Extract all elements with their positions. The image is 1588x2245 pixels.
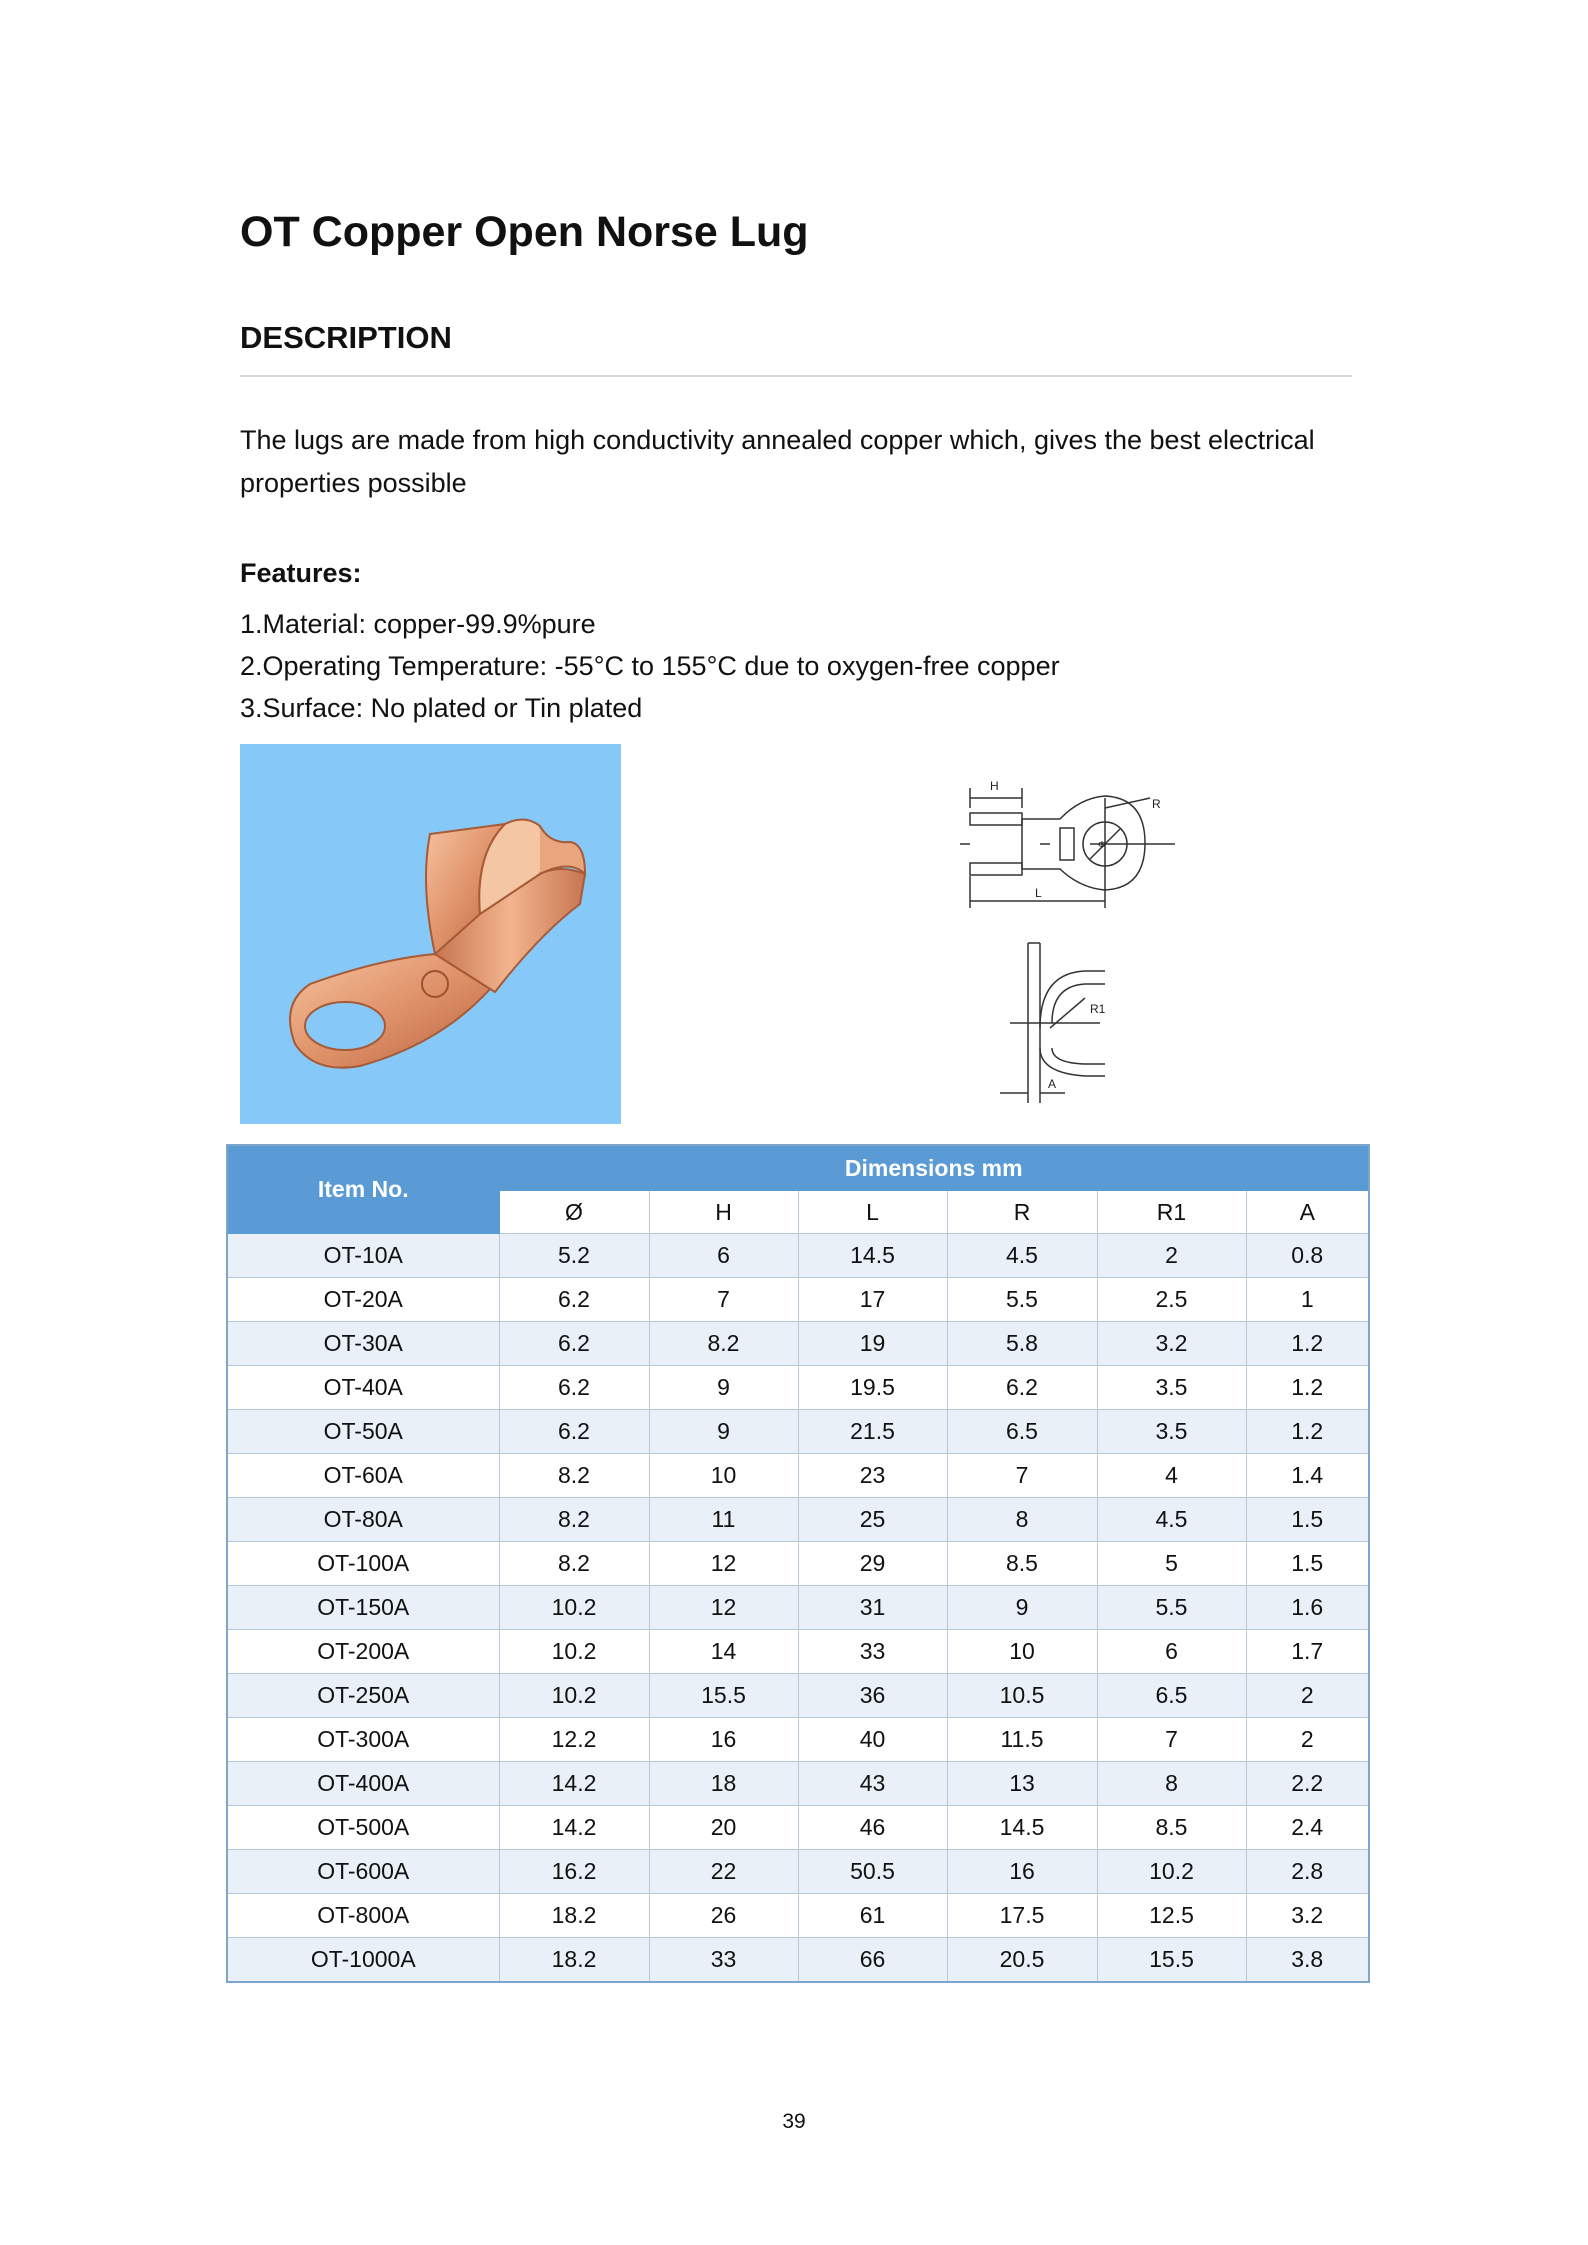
dimension-cell: 33: [649, 1938, 798, 1983]
feature-item: 1.Material: copper-99.9%pure: [240, 609, 596, 639]
dimension-cell: 10.2: [1097, 1850, 1246, 1894]
section-divider: [240, 375, 1352, 377]
table-row: [227, 1322, 1369, 1366]
table-row: [227, 1542, 1369, 1586]
dimension-cell: 6: [1097, 1630, 1246, 1674]
dimension-cell: 14.2: [499, 1806, 649, 1850]
dimension-cell: 43: [798, 1762, 947, 1806]
item-number-cell: OT-800A: [227, 1894, 499, 1938]
item-number-cell: OT-80A: [227, 1498, 499, 1542]
feature-item: 2.Operating Temperature: -55°C to 155°C due to oxygen-free copper: [240, 651, 1060, 681]
dimension-cell: 46: [798, 1806, 947, 1850]
dimension-cell: 33: [798, 1630, 947, 1674]
dimension-cell: 8: [1097, 1762, 1246, 1806]
table-row: [227, 1630, 1369, 1674]
dimension-diagram: [940, 758, 1200, 1108]
dimension-cell: 1.7: [1246, 1630, 1369, 1674]
dimension-cell: 66: [798, 1938, 947, 1983]
dimension-cell: 17.5: [947, 1894, 1097, 1938]
dimension-cell: 2.4: [1246, 1806, 1369, 1850]
dimension-cell: 19.5: [798, 1366, 947, 1410]
table-row: [227, 1454, 1369, 1498]
dimension-cell: 40: [798, 1718, 947, 1762]
column-header: A: [1246, 1191, 1369, 1234]
item-number-cell: OT-200A: [227, 1630, 499, 1674]
dimension-cell: 22: [649, 1850, 798, 1894]
dimension-cell: 14.5: [798, 1234, 947, 1278]
table-row: [227, 1806, 1369, 1850]
dimension-cell: 6.2: [499, 1278, 649, 1322]
dimension-cell: 2.8: [1246, 1850, 1369, 1894]
column-header: L: [798, 1191, 947, 1234]
dimension-cell: 9: [947, 1586, 1097, 1630]
dimension-cell: 6.5: [947, 1410, 1097, 1454]
table-body: [227, 1234, 1369, 1983]
table-row: [227, 1762, 1369, 1806]
column-header: Ø: [499, 1191, 649, 1234]
dimension-cell: 16.2: [499, 1850, 649, 1894]
dimension-cell: 15.5: [649, 1674, 798, 1718]
dimension-cell: 5.5: [1097, 1586, 1246, 1630]
feature-item: 3.Surface: No plated or Tin plated: [240, 693, 643, 723]
diagram-label-l: L: [1035, 886, 1042, 900]
table-row: [227, 1410, 1369, 1454]
dimension-cell: 6.2: [499, 1366, 649, 1410]
dimension-cell: 1.6: [1246, 1586, 1369, 1630]
column-header: R1: [1097, 1191, 1246, 1234]
dimension-cell: 2: [1246, 1718, 1369, 1762]
dimension-cell: 21.5: [798, 1410, 947, 1454]
dimension-cell: 6.5: [1097, 1674, 1246, 1718]
dimension-cell: 12: [649, 1542, 798, 1586]
description-text: The lugs are made from high conductivity annealed copper which, gives the best electrical properties possible: [240, 425, 1315, 498]
dimension-cell: 10.2: [499, 1674, 649, 1718]
item-number-cell: OT-300A: [227, 1718, 499, 1762]
dimension-cell: 8.5: [947, 1542, 1097, 1586]
dimension-cell: 11: [649, 1498, 798, 1542]
dimension-cell: 6: [649, 1234, 798, 1278]
item-number-cell: OT-20A: [227, 1278, 499, 1322]
item-number-cell: OT-150A: [227, 1586, 499, 1630]
table-row: [227, 1586, 1369, 1630]
dimension-cell: 17: [798, 1278, 947, 1322]
dimension-cell: 19: [798, 1322, 947, 1366]
dimensions-header: Dimensions mm: [499, 1145, 1369, 1191]
dimension-cell: 5.5: [947, 1278, 1097, 1322]
dimension-cell: 6.2: [947, 1366, 1097, 1410]
dimension-cell: 3.2: [1097, 1322, 1246, 1366]
dimension-cell: 1.5: [1246, 1542, 1369, 1586]
features-label: Features:: [240, 558, 362, 588]
diagram-label-phi: Φ: [1098, 840, 1106, 851]
dimension-cell: 4: [1097, 1454, 1246, 1498]
dimension-cell: 12.2: [499, 1718, 649, 1762]
dimension-cell: 26: [649, 1894, 798, 1938]
dimension-cell: 14.2: [499, 1762, 649, 1806]
product-photo: [240, 744, 621, 1124]
dimension-cell: 7: [947, 1454, 1097, 1498]
dimension-cell: 14.5: [947, 1806, 1097, 1850]
item-number-cell: OT-400A: [227, 1762, 499, 1806]
column-header: H: [649, 1191, 798, 1234]
dimension-cell: 10.2: [499, 1630, 649, 1674]
table-row: [227, 1894, 1369, 1938]
item-number-cell: OT-500A: [227, 1806, 499, 1850]
item-number-cell: OT-1000A: [227, 1938, 499, 1983]
diagram-label-a: A: [1048, 1077, 1057, 1091]
dimension-cell: 6.2: [499, 1322, 649, 1366]
item-number-cell: OT-50A: [227, 1410, 499, 1454]
dimension-cell: 29: [798, 1542, 947, 1586]
dimension-cell: 1.5: [1246, 1498, 1369, 1542]
column-header: R: [947, 1191, 1097, 1234]
table-row: [227, 1366, 1369, 1410]
dimension-cell: 4.5: [947, 1234, 1097, 1278]
item-number-cell: OT-30A: [227, 1322, 499, 1366]
dimension-cell: 8.2: [499, 1498, 649, 1542]
table-row: [227, 1718, 1369, 1762]
dimension-cell: 31: [798, 1586, 947, 1630]
dimension-cell: 2.5: [1097, 1278, 1246, 1322]
dimension-cell: 10: [947, 1630, 1097, 1674]
item-number-cell: OT-100A: [227, 1542, 499, 1586]
diagram-label-r: R: [1152, 797, 1161, 811]
item-number-cell: OT-60A: [227, 1454, 499, 1498]
diagram-label-r1: R1: [1090, 1002, 1106, 1016]
dimension-cell: 18: [649, 1762, 798, 1806]
dimension-cell: 3.5: [1097, 1410, 1246, 1454]
dimension-cell: 14: [649, 1630, 798, 1674]
dimension-cell: 1.4: [1246, 1454, 1369, 1498]
dimension-cell: 1.2: [1246, 1322, 1369, 1366]
dimension-cell: 50.5: [798, 1850, 947, 1894]
dimension-cell: 16: [947, 1850, 1097, 1894]
dimension-cell: 2.2: [1246, 1762, 1369, 1806]
page-number: 39: [782, 2110, 806, 2133]
dimension-cell: 8.5: [1097, 1806, 1246, 1850]
dimension-cell: 20: [649, 1806, 798, 1850]
dimension-cell: 2: [1246, 1674, 1369, 1718]
dimension-cell: 8: [947, 1498, 1097, 1542]
dimension-cell: 12.5: [1097, 1894, 1246, 1938]
dimension-cell: 16: [649, 1718, 798, 1762]
lug-drawing: [940, 758, 1200, 1108]
item-number-cell: OT-40A: [227, 1366, 499, 1410]
diagram-label-h: H: [990, 779, 999, 793]
dimension-cell: 5: [1097, 1542, 1246, 1586]
dimension-cell: 9: [649, 1366, 798, 1410]
table-row: [227, 1674, 1369, 1718]
dimension-cell: 18.2: [499, 1938, 649, 1983]
table-row: [227, 1234, 1369, 1278]
features-list: [240, 603, 1060, 729]
copper-lug-image: [240, 744, 621, 1124]
item-number-cell: OT-600A: [227, 1850, 499, 1894]
dimension-cell: 6.2: [499, 1410, 649, 1454]
dimension-cell: 20.5: [947, 1938, 1097, 1983]
dimension-cell: 1: [1246, 1278, 1369, 1322]
dimension-cell: 7: [1097, 1718, 1246, 1762]
dimension-cell: 3.8: [1246, 1938, 1369, 1983]
dimension-cell: 11.5: [947, 1718, 1097, 1762]
dimension-cell: 36: [798, 1674, 947, 1718]
dimension-cell: 10.5: [947, 1674, 1097, 1718]
dimension-cell: 8.2: [649, 1322, 798, 1366]
dimension-cell: 15.5: [1097, 1938, 1246, 1983]
dimension-cell: 8.2: [499, 1542, 649, 1586]
description-heading: DESCRIPTION: [240, 320, 452, 355]
dimension-cell: 18.2: [499, 1894, 649, 1938]
page-title: OT Copper Open Norse Lug: [240, 208, 809, 256]
dimension-cell: 10: [649, 1454, 798, 1498]
dimension-cell: 1.2: [1246, 1366, 1369, 1410]
dimension-cell: 4.5: [1097, 1498, 1246, 1542]
dimension-cell: 13: [947, 1762, 1097, 1806]
dimension-cell: 61: [798, 1894, 947, 1938]
item-number-cell: OT-10A: [227, 1234, 499, 1278]
table-row: [227, 1938, 1369, 1983]
dimension-cell: 12: [649, 1586, 798, 1630]
dimension-cell: 0.8: [1246, 1234, 1369, 1278]
dimension-cell: 3.2: [1246, 1894, 1369, 1938]
item-no-header: Item No.: [227, 1145, 499, 1234]
dimension-cell: 7: [649, 1278, 798, 1322]
dimension-cell: 9: [649, 1410, 798, 1454]
dimension-cell: 23: [798, 1454, 947, 1498]
table-row: [227, 1850, 1369, 1894]
dimension-cell: 5.2: [499, 1234, 649, 1278]
table-row: [227, 1278, 1369, 1322]
table-row: [227, 1498, 1369, 1542]
dimension-cell: 8.2: [499, 1454, 649, 1498]
dimension-cell: 5.8: [947, 1322, 1097, 1366]
specification-table: [226, 1144, 1370, 1983]
dimension-cell: 3.5: [1097, 1366, 1246, 1410]
dimension-cell: 25: [798, 1498, 947, 1542]
dimension-cell: 2: [1097, 1234, 1246, 1278]
dimension-cell: 10.2: [499, 1586, 649, 1630]
item-number-cell: OT-250A: [227, 1674, 499, 1718]
dimension-cell: 1.2: [1246, 1410, 1369, 1454]
